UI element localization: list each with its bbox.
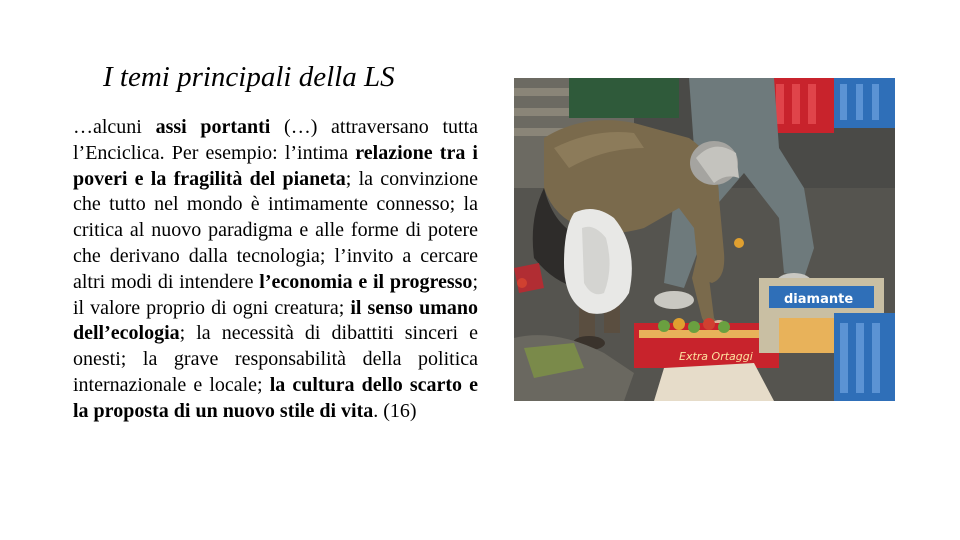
body-paragraph (73, 115, 478, 425)
bold-phrase: assi portanti (155, 116, 271, 138)
text-segment: ; la convinzione che tutto nel mondo è intimamente connesso; la critica al nuovo paradigma e alle forme di potere che derivano dalla tecnologia; l’invito a cercare altri modi di intendere (73, 167, 478, 293)
bold-phrase: relazione tra i poveri e la fragilità del pianeta (73, 141, 478, 190)
crate-label-diamante: diamante (784, 292, 854, 307)
bold-phrase: l’economia e il progresso (259, 270, 473, 293)
slide-title: I temi principali della LS (103, 61, 395, 93)
photo-illustration (514, 78, 895, 401)
text-segment: …alcuni (73, 116, 156, 138)
text-segment: ; la necessità di dibattiti sinceri e onesti; la grave responsabilità della politica internazionale e locale; (73, 322, 478, 396)
text-segment: ; il valore proprio di ogni creatura; (73, 270, 478, 319)
bold-phrase: la cultura dello scarto e la proposta di un nuovo stile di vita (73, 373, 478, 422)
crate-label-extra-ortaggi: Extra Ortaggi (679, 350, 753, 363)
text-segment: . (16) (373, 399, 417, 422)
text-segment: (…) attraversano tutta l’Enciclica. Per esempio: l’intima (73, 116, 479, 164)
bold-phrase: il senso umano dell’ecologia (73, 296, 478, 345)
market-photo (514, 78, 895, 401)
